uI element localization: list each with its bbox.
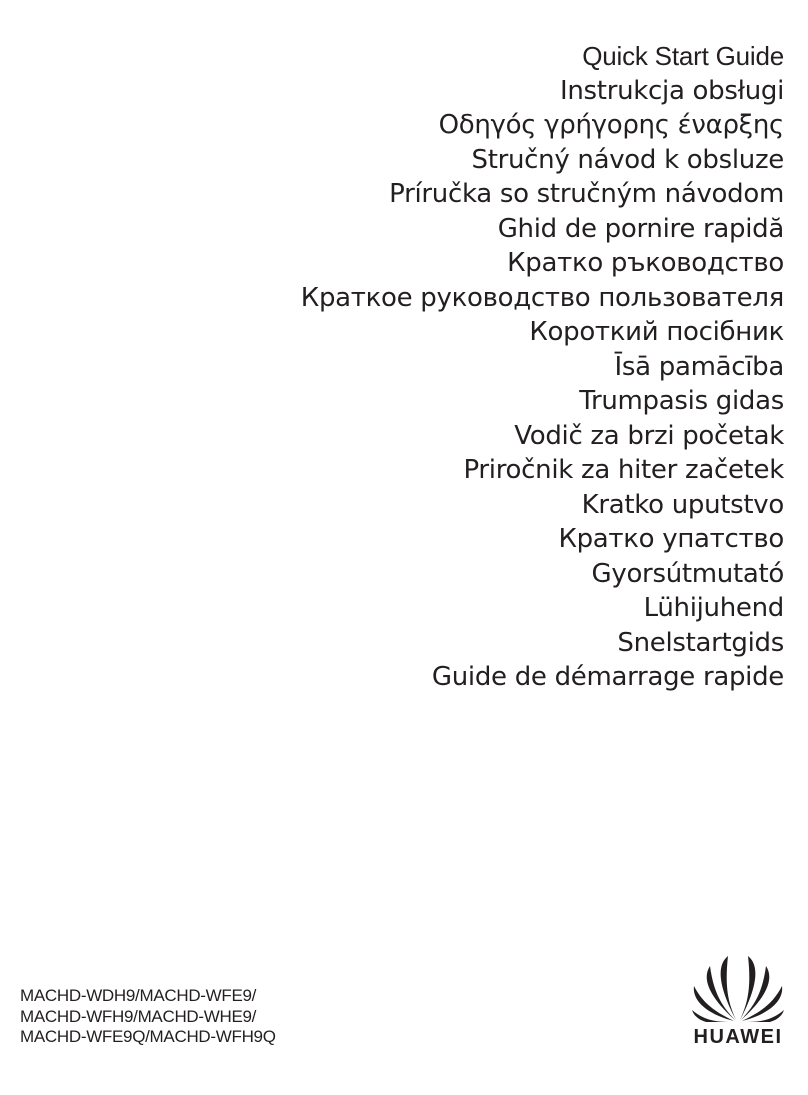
guide-title: Trumpasis gidas — [579, 386, 784, 416]
guide-title: Príručka so stručným návodom — [389, 179, 784, 209]
huawei-logo — [688, 952, 788, 1049]
guide-title: Kratko uputstvo — [581, 489, 784, 520]
guide-title: Priročnik za hiter začetek — [463, 455, 784, 485]
guide-title: Gyorsútmutató — [591, 558, 784, 589]
model-line: MACHD-WFH9/MACHD-WHE9/ — [20, 1006, 257, 1026]
guide-title: Snelstartgids — [617, 627, 784, 658]
guide-title: Кратко ръководство — [507, 248, 784, 278]
guide-title: Instrukcja obsługi — [560, 75, 784, 106]
guide-title: Quick Start Guide — [582, 41, 784, 71]
guide-title-list — [301, 39, 784, 695]
guide-title: Īsā pamācība — [614, 351, 784, 382]
brand-name: HUAWEI — [693, 1026, 783, 1048]
guide-title: Guide de démarrage rapide — [431, 662, 784, 692]
guide-title: Кратко упатство — [558, 524, 784, 554]
guide-title: Vodič za brzi početak — [514, 420, 784, 451]
guide-title: Краткое руководство пользователя — [300, 282, 784, 313]
guide-title: Lühijuhend — [643, 593, 784, 623]
guide-title: Ghid de pornire rapidă — [497, 213, 784, 244]
guide-title: Stručný návod k obsluze — [471, 144, 784, 175]
model-line: MACHD-WFE9Q/MACHD-WFH9Q — [20, 1027, 276, 1046]
huawei-petals-icon — [690, 952, 786, 1022]
guide-title: Короткий посібник — [529, 317, 784, 347]
model-line: MACHD-WDH9/MACHD-WFE9/ — [20, 986, 257, 1005]
guide-title: Οδηγός γρήγορης έναρξης — [438, 110, 784, 140]
model-numbers — [20, 986, 276, 1048]
